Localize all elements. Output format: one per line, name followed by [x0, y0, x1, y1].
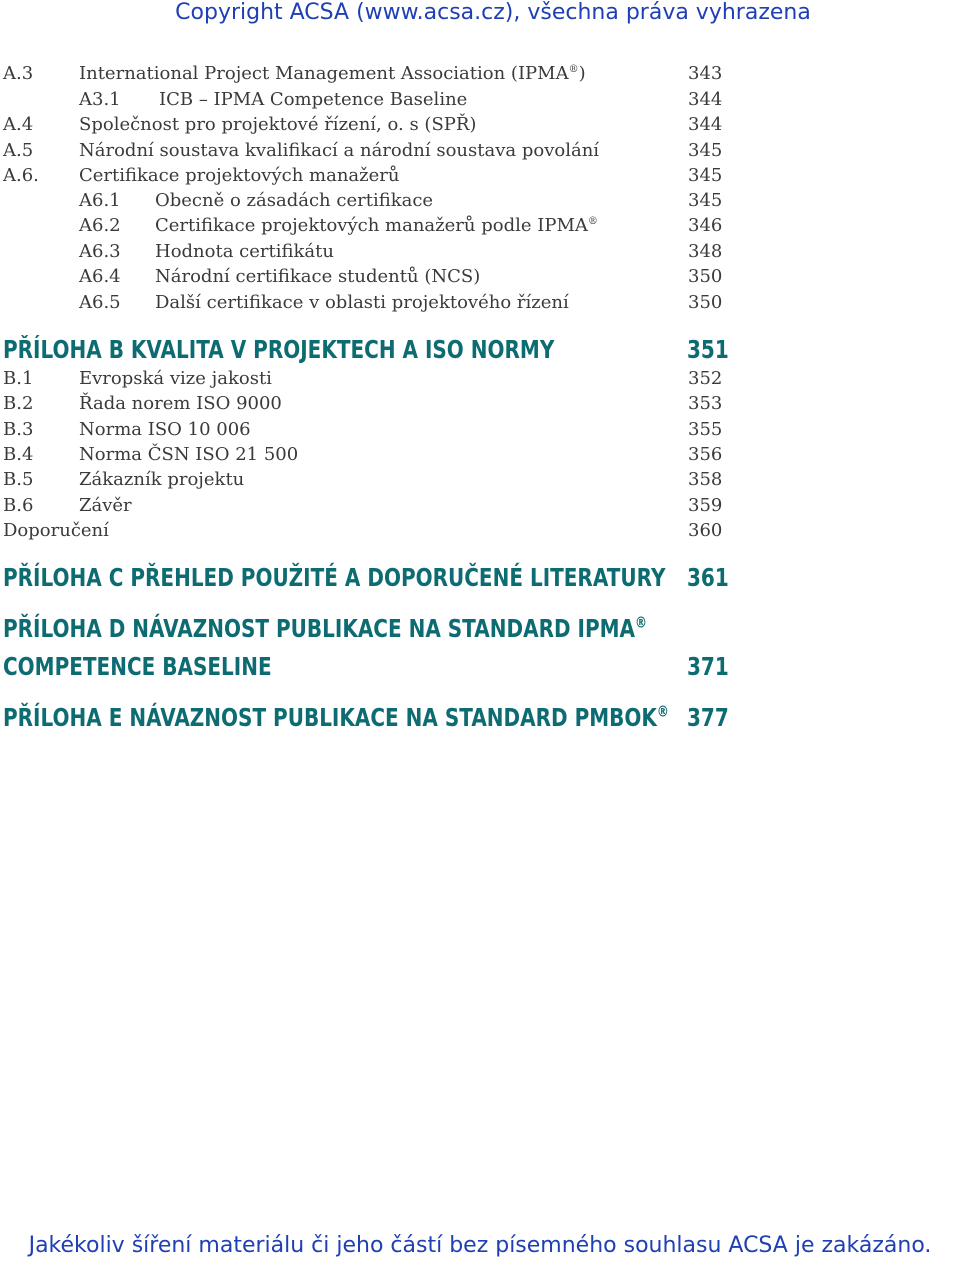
toc-entry-b4[interactable]: [0, 442, 960, 467]
toc-entry-number: B.1: [3, 368, 34, 389]
toc-entry-number: B.3: [3, 419, 34, 440]
toc-entry-number: A.4: [3, 114, 34, 135]
toc-entry-title: Národní soustava kvalifikací a národní soustava povolání: [79, 140, 600, 161]
toc-entry-number: A6.5: [79, 292, 121, 313]
toc-entry-page: 345: [688, 140, 723, 161]
toc-entry-a61[interactable]: [0, 188, 960, 213]
toc-entry-page: 346: [688, 215, 723, 236]
toc-entry-title: Národní certifikace studentů (NCS): [155, 266, 481, 287]
toc-entry-title: [155, 213, 598, 238]
toc-entry-title: Řada norem ISO 9000: [79, 393, 282, 414]
registered-mark: ®: [656, 702, 669, 721]
toc-entry-number: A6.1: [79, 190, 121, 211]
toc-entry-page: 360: [688, 520, 723, 541]
toc-entry-b2[interactable]: [0, 391, 960, 416]
toc-entry-number: A.3: [3, 63, 34, 84]
toc-entry-number: A6.4: [79, 266, 121, 287]
toc-entry-title: Zákazník projektu: [79, 469, 245, 490]
toc-entry-a5[interactable]: [0, 138, 960, 163]
toc-entry-title: Norma ČSN ISO 21 500: [79, 444, 299, 465]
registered-mark: ®: [635, 613, 648, 632]
toc-entry-title-text: Certifikace projektových manažerů podle IPMA: [155, 215, 588, 236]
toc-entry-title: Další certifikace v oblasti projektového řízení: [155, 292, 569, 313]
toc-entry-page: 345: [688, 190, 723, 211]
toc-entry-a4[interactable]: [0, 112, 960, 137]
toc-entry-page: 344: [688, 89, 723, 110]
toc-entry-page: 352: [688, 368, 723, 389]
toc-entry-title: Hodnota certifikátu: [155, 241, 334, 262]
toc-entry-title: Certifikace projektových manažerů: [79, 165, 400, 186]
toc-entry-page: 348: [688, 241, 723, 262]
toc-entry-b3[interactable]: [0, 417, 960, 442]
toc-entry-a3[interactable]: [0, 61, 960, 86]
toc-entry-title: Doporučení: [3, 520, 109, 541]
toc-entry-page: 345: [688, 165, 723, 186]
toc-entry-a6[interactable]: [0, 163, 960, 188]
toc-heading-title: PŘÍLOHA C PŘEHLED POUŽITÉ A DOPORUČENÉ LITERATURY: [3, 563, 666, 592]
toc-entry-number: B.4: [3, 444, 34, 465]
toc-heading-title: PŘÍLOHA B KVALITA V PROJEKTECH A ISO NORMY: [3, 335, 555, 364]
toc-entry-page: 358: [688, 469, 723, 490]
toc-entry-page: 353: [688, 393, 723, 414]
toc-heading-page: 371: [687, 652, 729, 681]
toc-entry-number: B.5: [3, 469, 34, 490]
toc-entry-b1[interactable]: [0, 366, 960, 391]
toc-heading-appendix-c[interactable]: [0, 561, 960, 595]
registered-mark: ®: [587, 216, 598, 227]
toc-heading-appendix-b[interactable]: [0, 333, 960, 367]
toc-entry-page: 344: [688, 114, 723, 135]
toc-heading-page: 361: [687, 563, 729, 592]
toc-entry-b6[interactable]: [0, 493, 960, 518]
copyright-notice-footer: Jakékoliv šíření materiálu či jeho částí bez písemného souhlasu ACSA je zakázáno.: [28, 1233, 932, 1258]
toc-entry-doporuceni[interactable]: [0, 518, 960, 543]
toc-heading-title-text: PŘÍLOHA D NÁVAZNOST PUBLIKACE NA STANDARD IPMA: [3, 614, 636, 643]
toc-entry-a64[interactable]: [0, 264, 960, 289]
toc-entry-page: 343: [688, 63, 723, 84]
toc-entry-number: A.6.: [3, 165, 39, 186]
toc-entry-number: A6.2: [79, 215, 121, 236]
toc-heading-title: COMPETENCE BASELINE: [3, 652, 272, 681]
toc-entry-page: 359: [688, 495, 723, 516]
toc-entry-a62[interactable]: [0, 213, 960, 238]
toc-entry-title: Evropská vize jakosti: [79, 368, 272, 389]
toc-entry-number: B.2: [3, 393, 34, 414]
toc-entry-number: A3.1: [79, 89, 121, 110]
toc-entry-title: Obecně o zásadách certifikace: [155, 190, 434, 211]
toc-entry-number: A6.3: [79, 241, 121, 262]
toc-heading-title: [3, 612, 647, 646]
copyright-banner: Copyright ACSA (www.acsa.cz), všechna práva vyhrazena: [175, 0, 811, 25]
toc-entry-b5[interactable]: [0, 467, 960, 492]
toc-entry-a63[interactable]: [0, 239, 960, 264]
toc-heading-title: [3, 701, 669, 735]
toc-entry-number: B.6: [3, 495, 34, 516]
toc-entry-title: Závěr: [79, 495, 132, 516]
toc-entry-title: ICB – IPMA Competence Baseline: [159, 89, 468, 110]
toc-heading-appendix-d-line1[interactable]: [0, 612, 960, 646]
toc-entry-number: A.5: [3, 140, 34, 161]
toc-entry-a65[interactable]: [0, 290, 960, 315]
toc-heading-appendix-e[interactable]: [0, 701, 960, 735]
toc-entry-page: 350: [688, 266, 723, 287]
toc-entry-a31[interactable]: [0, 87, 960, 112]
toc-entry-page: 356: [688, 444, 723, 465]
toc-heading-page: 377: [687, 703, 729, 732]
toc-heading-appendix-d-line2[interactable]: [0, 650, 960, 684]
toc-entry-title: [79, 61, 586, 86]
toc-entry-title: Společnost pro projektové řízení, o. s (SPŘ): [79, 114, 477, 135]
toc-heading-page: 351: [687, 335, 729, 364]
toc-entry-title: Norma ISO 10 006: [79, 419, 251, 440]
toc-entry-page: 350: [688, 292, 723, 313]
toc-entry-page: 355: [688, 419, 723, 440]
registered-mark: ®: [568, 64, 579, 75]
toc-entry-title-end: ): [578, 63, 586, 84]
toc-heading-title-text: PŘÍLOHA E NÁVAZNOST PUBLIKACE NA STANDARD PMBOK: [3, 703, 657, 732]
toc-entry-title-text: International Project Management Association (IPMA: [79, 63, 569, 84]
